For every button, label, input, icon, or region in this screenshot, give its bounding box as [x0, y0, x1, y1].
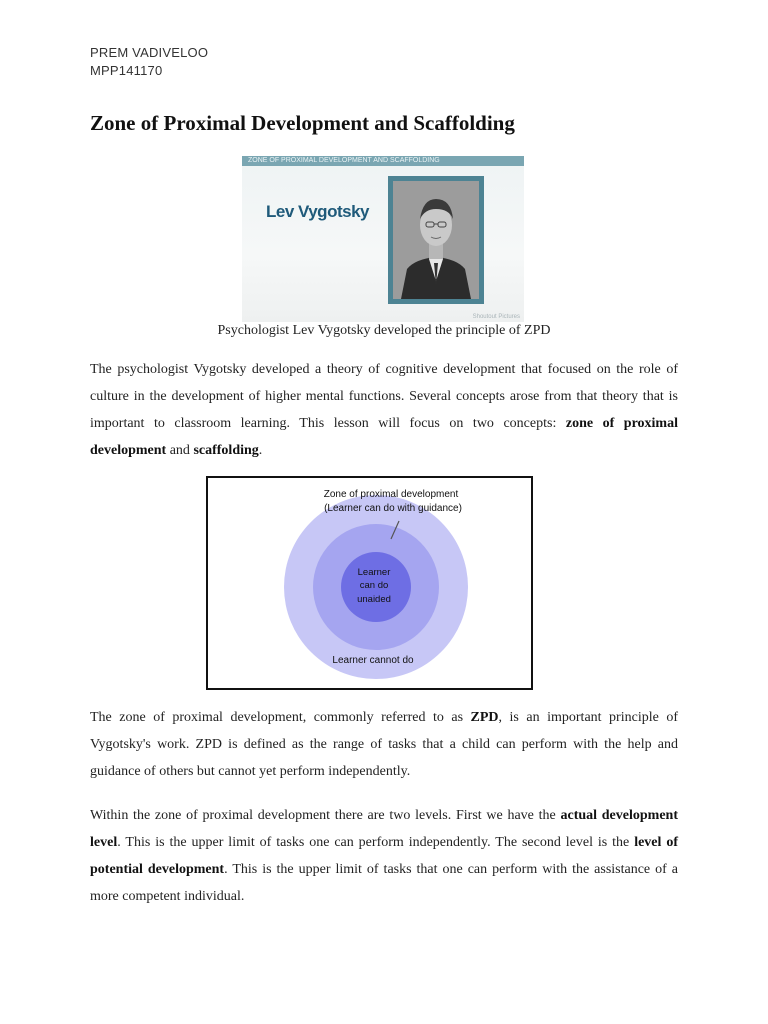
- bold-term-actual-level: actual development level: [90, 808, 678, 850]
- image-caption: Psychologist Lev Vygotsky developed the principle of ZPD: [217, 323, 551, 338]
- inner-label-line3: unaided: [357, 594, 391, 605]
- portrait-frame: [388, 176, 484, 304]
- zpd-circles: [208, 478, 531, 688]
- text-run: The zone of proximal development, commonly referred to as: [90, 710, 471, 725]
- author-name: PREM VADIVELOO: [90, 45, 209, 60]
- banner-strip: ZONE OF PROXIMAL DEVELOPMENT AND SCAFFOLDING: [242, 156, 524, 166]
- text-run: . This is the upper limit of tasks that one can perform with the assistance of a more competent individual.: [90, 862, 678, 904]
- paragraph-zpd-definition: [90, 704, 678, 785]
- bold-term-zpd-abbr: ZPD: [470, 710, 499, 725]
- bold-term-zpd: zone of proximal development: [90, 416, 678, 458]
- inner-label-line1: Learner: [357, 567, 391, 578]
- bold-term-potential-level: level of potential development: [90, 835, 678, 877]
- text-run: , is an important principle of Vygotsky's work. ZPD is defined as the range of tasks that a child can perform with the help and guidance of others but cannot yet perform independently.: [90, 710, 678, 779]
- portrait-photo: [393, 181, 479, 299]
- bold-term-scaffolding: scaffolding: [193, 443, 259, 458]
- zone-label-line1: Zone of proximal development: [323, 489, 459, 500]
- vygotsky-banner-image: [242, 156, 524, 322]
- text-run: .: [258, 443, 263, 458]
- text-run: Within the zone of proximal development there are two levels. First we have the: [90, 808, 561, 823]
- banner-watermark: Shoutout Pictures: [472, 314, 520, 320]
- text-run: and: [166, 443, 194, 458]
- text-run: . This is the upper limit of tasks one can perform independently. The second level is the: [117, 835, 635, 850]
- zone-label-line2: (Learner can do with guidance): [324, 503, 462, 514]
- banner-name: Lev Vygotsky: [266, 202, 369, 221]
- student-id: MPP141170: [90, 63, 163, 78]
- text-run: The psychologist Vygotsky developed a theory of cognitive development that focused on the role of culture in the development of higher mental functions. Several concepts arose from that theory that is important to classroom learning. This lesson will focus on two concepts:: [90, 362, 678, 431]
- outer-label: Learner cannot do: [332, 655, 414, 666]
- inner-label-line2: can do: [359, 580, 389, 591]
- zpd-diagram: [206, 476, 533, 690]
- paragraph-intro: [90, 356, 678, 464]
- document-title: Zone of Proximal Development and Scaffolding: [90, 111, 515, 135]
- paragraph-zpd-levels: [90, 802, 678, 910]
- portrait-illustration: [393, 181, 479, 299]
